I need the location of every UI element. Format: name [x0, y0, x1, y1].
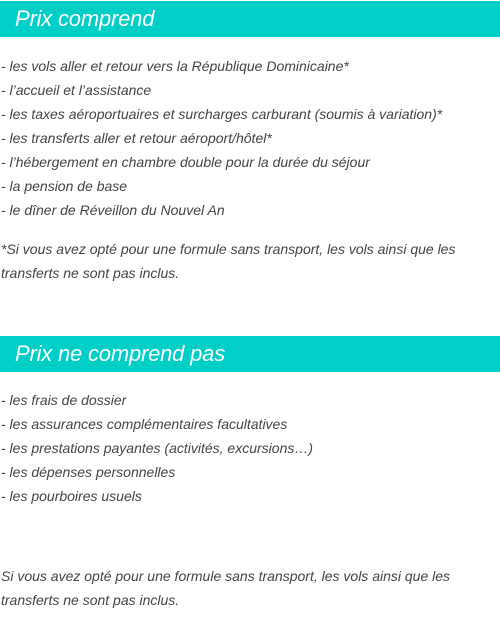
list-item: - les frais de dossier — [1, 392, 127, 408]
list-item: - les dépenses personnelles — [1, 464, 176, 480]
list-item: - l’hébergement en chambre double pour la durée du séjour — [1, 154, 370, 170]
list-item: - les prestations payantes (activités, excursions…) — [1, 440, 314, 456]
excluded-footnote: Si vous avez opté pour une formule sans transport, les vols ainsi que les transferts ne sont pas inclus. — [1, 568, 451, 608]
list-item: - les pourboires usuels — [1, 488, 142, 504]
list-item: - les vols aller et retour vers la République Dominicaine* — [1, 58, 349, 74]
included-footnote: *Si vous avez opté pour une formule sans transport, les vols ainsi que les transferts ne sont pas inclus. — [1, 241, 456, 281]
list-item: - les taxes aéroportuaires et surcharges carburant (soumis à variation)* — [1, 106, 443, 122]
excluded-section-title: Prix ne comprend pas — [15, 341, 225, 366]
list-item: - les transferts aller et retour aéroport/hôtel* — [1, 130, 272, 146]
list-item: - le dîner de Réveillon du Nouvel An — [1, 202, 225, 218]
list-item: - la pension de base — [1, 178, 128, 194]
excluded-section-header — [0, 336, 500, 372]
included-section-header — [0, 1, 500, 37]
included-section-title: Prix comprend — [15, 6, 155, 31]
excluded-items-list — [1, 388, 313, 508]
included-items-list — [1, 54, 442, 222]
list-item: - l’accueil et l’assistance — [1, 82, 152, 98]
list-item: - les assurances complémentaires facultatives — [1, 416, 288, 432]
